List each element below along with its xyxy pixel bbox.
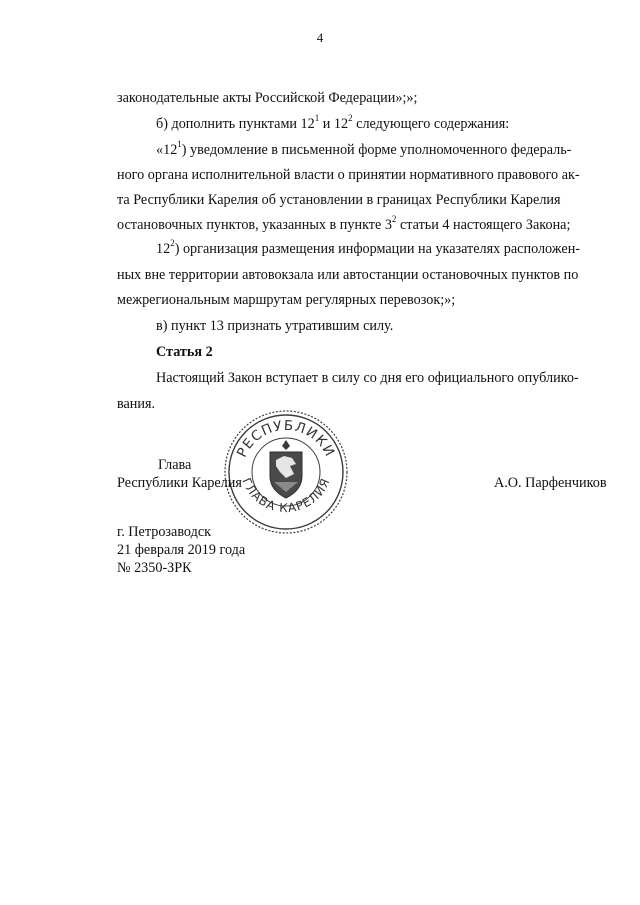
official-seal-stamp: [222, 408, 350, 536]
page-number: 4: [316, 30, 324, 45]
coat-of-arms-icon: [270, 440, 302, 498]
place-of-signing: г. Петрозаводск: [117, 524, 212, 540]
paragraph-line: та Республики Карелия об установлении в границах Республики Карелия: [117, 192, 561, 208]
paragraph-line: в) пункт 13 признать утратившим силу.: [156, 318, 394, 334]
article-heading: Статья 2: [156, 344, 213, 360]
paragraph-line: ных вне территории автовокзала или автостанции остановочных пунктов по: [117, 267, 579, 283]
paragraph-line: «$12^1$) уведомление в письменной форме уполномоченного федераль-: [156, 139, 572, 158]
paragraph-line: ного органа исполнительной власти о принятии нормативного правового ак-: [117, 167, 580, 183]
paragraph-line: вания.: [117, 396, 156, 412]
signature-title-line2: Республики Карелия: [117, 475, 242, 491]
paragraph-line: остановочных пунктов, указанных в пункте $3^2$ статьи 4 настоящего Закона;: [117, 214, 571, 233]
paragraph-line: Настоящий Закон вступает в силу со дня его официального опублико-: [156, 370, 579, 386]
signing-date: 21 февраля 2019 года: [117, 542, 246, 558]
signature-title-line1: Глава: [158, 457, 192, 473]
law-number: № 2350-ЗРК: [117, 560, 192, 576]
paragraph-line: $12^2$) организация размещения информации на указателях расположен-: [156, 238, 581, 257]
paragraph-line: законодательные акты Российской Федерации»;»;: [117, 90, 418, 106]
paragraph-line: межрегиональным маршрутам регулярных перевозок;»;: [117, 292, 456, 308]
seal-bottom-text: ГЛАВА КАРЕЛИЯ: [239, 475, 333, 516]
paragraph-line: б) дополнить пунктами $12^1$ и $12^2$ следующего содержания:: [156, 113, 510, 132]
seal-top-text: РЕСПУБЛИКИ: [234, 417, 338, 460]
signatory-name: А.О. Парфенчиков: [494, 475, 607, 491]
